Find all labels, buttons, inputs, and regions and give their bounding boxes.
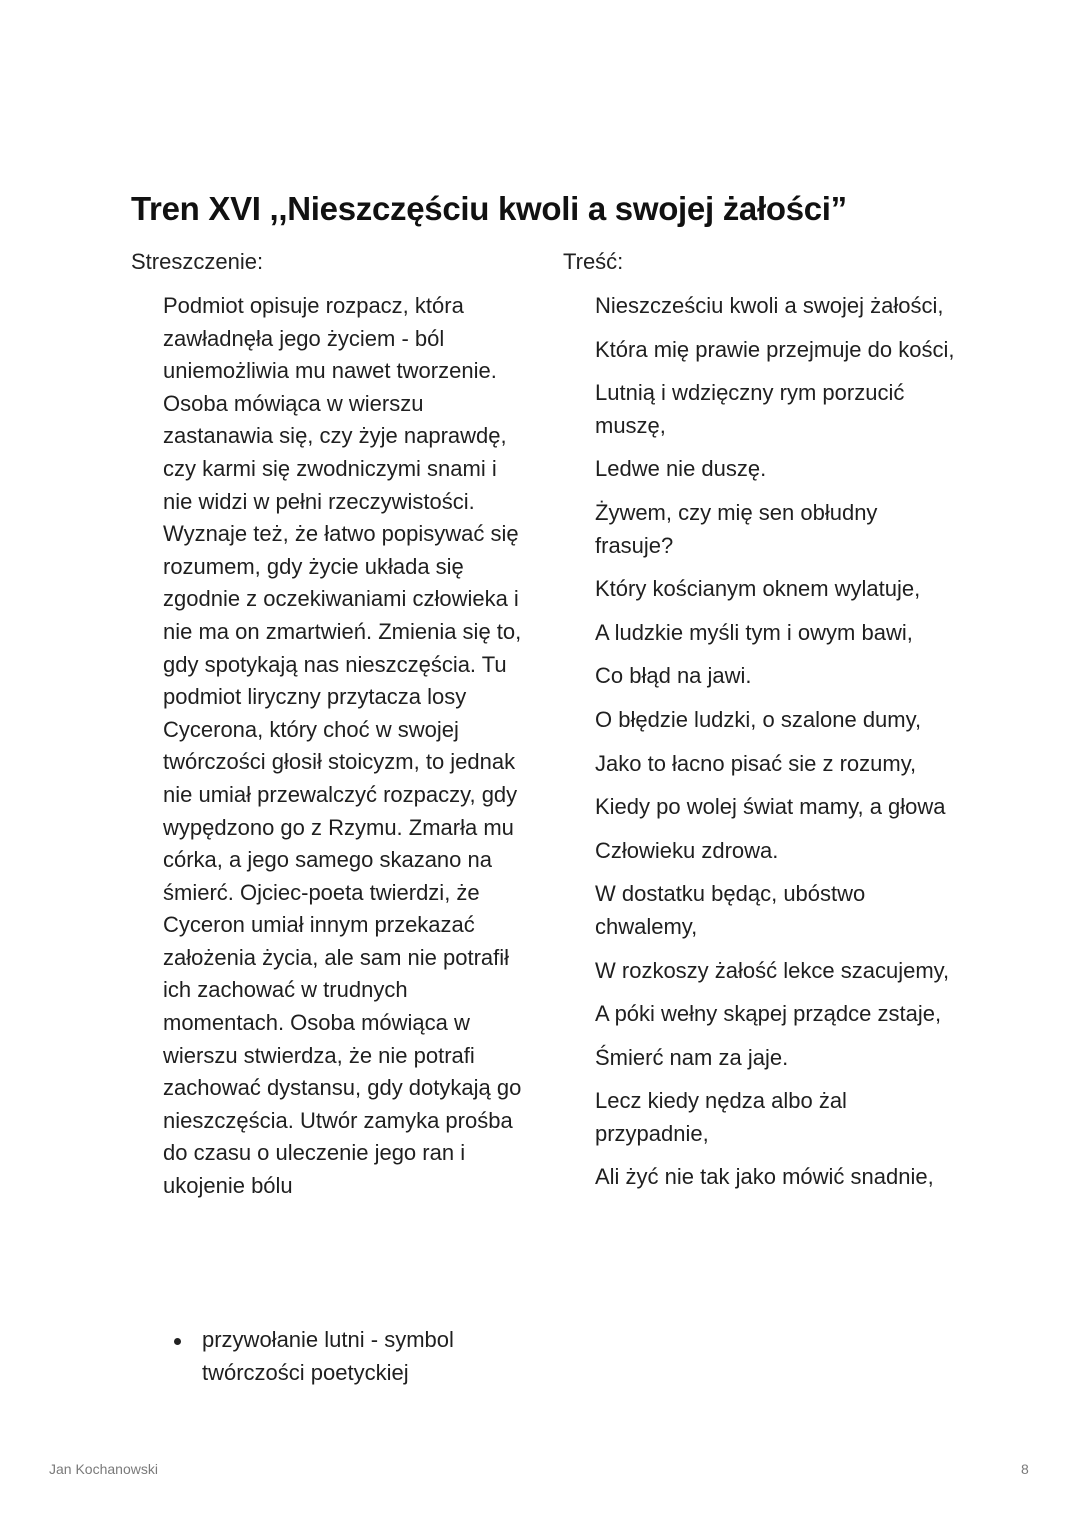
bullet-list — [163, 1324, 523, 1389]
poem-line: Jako to łacno pisać sie z rozumy, — [595, 750, 917, 776]
poem-line: Człowieku zdrowa. — [595, 837, 779, 863]
bullet-icon — [174, 1338, 181, 1345]
poem-line: Ali żyć nie tak jako mówić snadnie, — [595, 1164, 934, 1190]
summary-text: Podmiot opisuje rozpacz, która zawładnęła jego życiem - ból uniemożliwia mu nawet tworzenie. Osoba mówiąca w wierszu zastanawia się, czy żyje naprawdę, czy karmi się zwodniczymi snami i nie widzi w pełni rzeczywistości. Wyznaje też, że łatwo popisywać się rozumem, gdy życie układa się zgodnie z oczekiwaniami człowieka i nie ma on zmartwień. Zmienia się to, gdy spotykają nas nieszczęścia. Tu podmiot liryczny przytacza losy Cycerona, który choć w swojej twórczości głosił stoicyzm, to jednak nie umiał przewalczyć rozpaczy, gdy wypędzono go z Rzymu. Zmarła mu córka, a jego samego skazano na śmierć. Ojciec-poeta twierdzi, że Cyceron umiał innym przekazać założenia życia, ale sam nie potrafił ich zachować w trudnych momentach. Osoba mówiąca w wierszu stwierdza, że nie potrafi zachować dystansu, gdy dotykają go nieszczęścia. Utwór zamyka prośba do czasu o uleczenie jego ran i ukojenie bólu — [163, 293, 522, 1199]
page-title: Tren XVI ,,Nieszczęściu kwoli a swojej żałości” — [131, 190, 847, 227]
poem-line: Śmierć nam za jaje. — [595, 1044, 789, 1070]
poem-line: A póki wełny skąpej prządce zstaje, — [595, 1001, 942, 1027]
poem-line: Kiedy po wolej świat mamy, a głowa — [595, 794, 946, 820]
poem-line: O błędzie ludzki, o szalone dumy, — [595, 706, 922, 732]
poem-line: W rozkoszy żałość lekce szacujemy, — [595, 957, 950, 983]
poem-line: A ludzkie myśli tym i owym bawi, — [595, 619, 913, 645]
poem-line: Lutnią i wdzięczny rym porzucić muszę, — [595, 380, 905, 438]
poem-line: Żywem, czy mię sen obłudny frasuje? — [595, 499, 878, 558]
poem-line: Co błąd na jawi. — [595, 663, 752, 689]
poem-line: Która mię prawie przejmuje do kości, — [595, 336, 955, 362]
footer-author: Jan Kochanowski — [49, 1461, 158, 1477]
list-item — [163, 1324, 523, 1389]
bullet-text: przywołanie lutni - symbol twórczości poetyckiej — [202, 1327, 454, 1385]
poem-line: Nieszcześciu kwoli a swojej żałości, — [595, 293, 944, 318]
content-label: Treść: — [563, 249, 624, 274]
summary-label: Streszczenie: — [131, 249, 264, 274]
poem-line: Ledwe nie duszę. — [595, 456, 767, 482]
poem-line: Który kościanym oknem wylatuje, — [595, 576, 921, 602]
poem-line: Lecz kiedy nędza albo żal przypadnie, — [595, 1088, 847, 1146]
poem-text — [595, 290, 955, 1205]
page-number: 8 — [1021, 1461, 1029, 1477]
poem-line: W dostatku będąc, ubóstwo chwalemy, — [595, 881, 866, 939]
